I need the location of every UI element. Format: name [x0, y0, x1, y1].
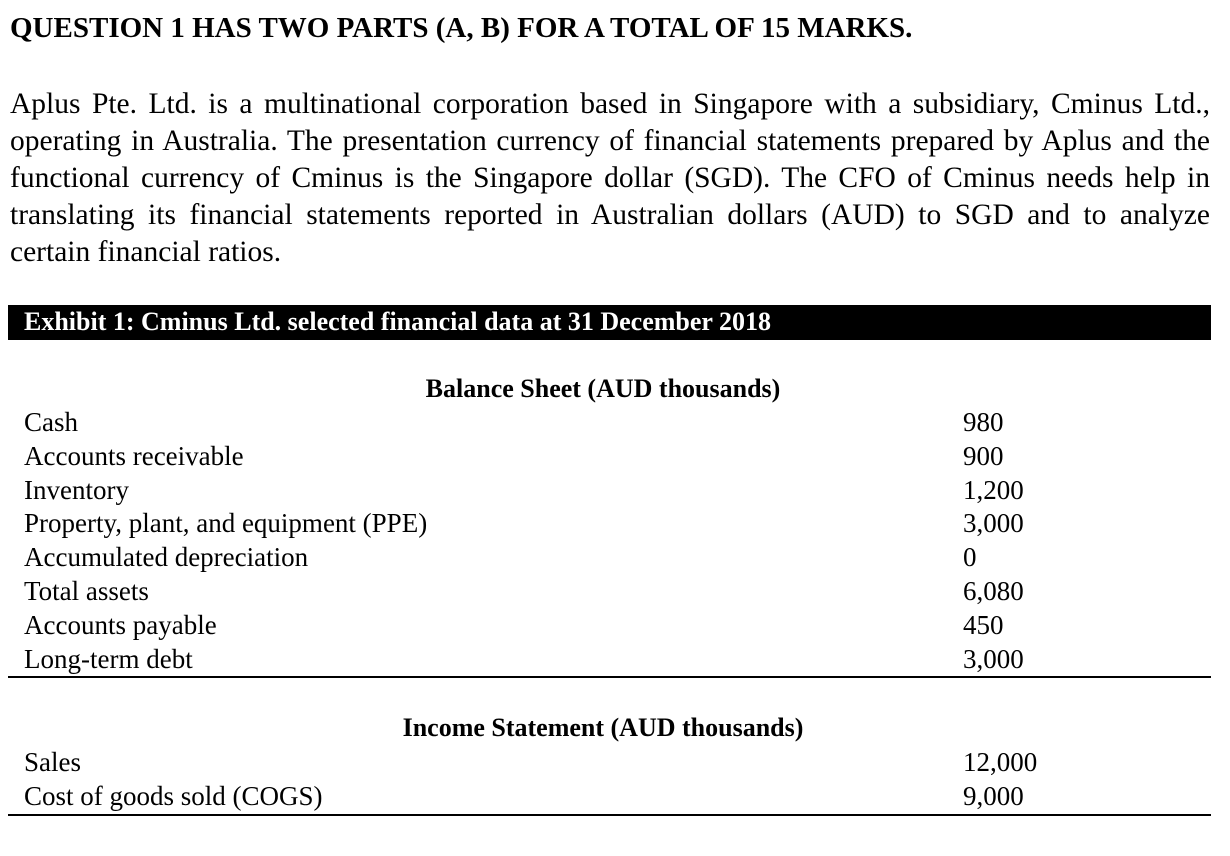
row-value: 900: [963, 440, 1004, 471]
row-label: Accounts payable: [24, 609, 217, 640]
row-label: Property, plant, and equipment (PPE): [24, 508, 428, 539]
row-label: Accumulated depreciation: [24, 542, 309, 573]
balance-sheet-title: Balance Sheet (AUD thousands): [425, 374, 781, 403]
table-row: [8, 746, 1211, 780]
question-intro-paragraph: Aplus Pte. Ltd. is a multinational corporation based in Singapore with a subsidiary, Cminus Ltd., operating in Australia. The presentation currency of financial statements prepared by Aplus and the functional currency of Cminus is the Singapore dollar (SGD). The CFO of Cminus needs help in translating its financial statements reported in Australian dollars (AUD) to SGD and to analyze certain financial ratios.: [10, 88, 1210, 268]
exhibit-title-bar: [8, 305, 1211, 340]
row-value: 450: [963, 609, 1004, 640]
row-label: Sales: [24, 747, 81, 777]
row-label: Cash: [24, 407, 78, 437]
row-label: Cost of goods sold (COGS): [24, 780, 323, 811]
row-value: 3,000: [963, 643, 1024, 674]
row-label: Long-term debt: [24, 643, 193, 674]
balance-sheet-table: [8, 406, 1211, 678]
table-row: [8, 541, 1211, 575]
table-row: [8, 440, 1211, 474]
table-row: [8, 780, 1211, 814]
row-value: 12,000: [963, 747, 1038, 777]
income-statement-title: Income Statement (AUD thousands): [402, 713, 804, 742]
row-value: 6,080: [963, 575, 1024, 606]
table-row: [8, 575, 1211, 609]
table-row: [8, 643, 1211, 677]
row-value: 0: [963, 542, 977, 573]
income-statement-table: [8, 746, 1211, 816]
exhibit-title: Exhibit 1: Cminus Ltd. selected financial data at 31 December 2018: [24, 307, 771, 336]
table-row: [8, 609, 1211, 643]
question-heading: QUESTION 1 HAS TWO PARTS (A, B) FOR A TOTAL OF 15 MARKS.: [10, 12, 913, 44]
row-label: Inventory: [24, 474, 129, 505]
table-row: [8, 406, 1211, 440]
row-label: Total assets: [24, 575, 149, 606]
row-value: 1,200: [963, 474, 1024, 505]
table-row: [8, 507, 1211, 541]
row-value: 980: [963, 407, 1004, 437]
table-row: [8, 474, 1211, 508]
row-label: Accounts receivable: [24, 440, 244, 471]
row-value: 9,000: [963, 780, 1024, 811]
row-value: 3,000: [963, 508, 1024, 539]
